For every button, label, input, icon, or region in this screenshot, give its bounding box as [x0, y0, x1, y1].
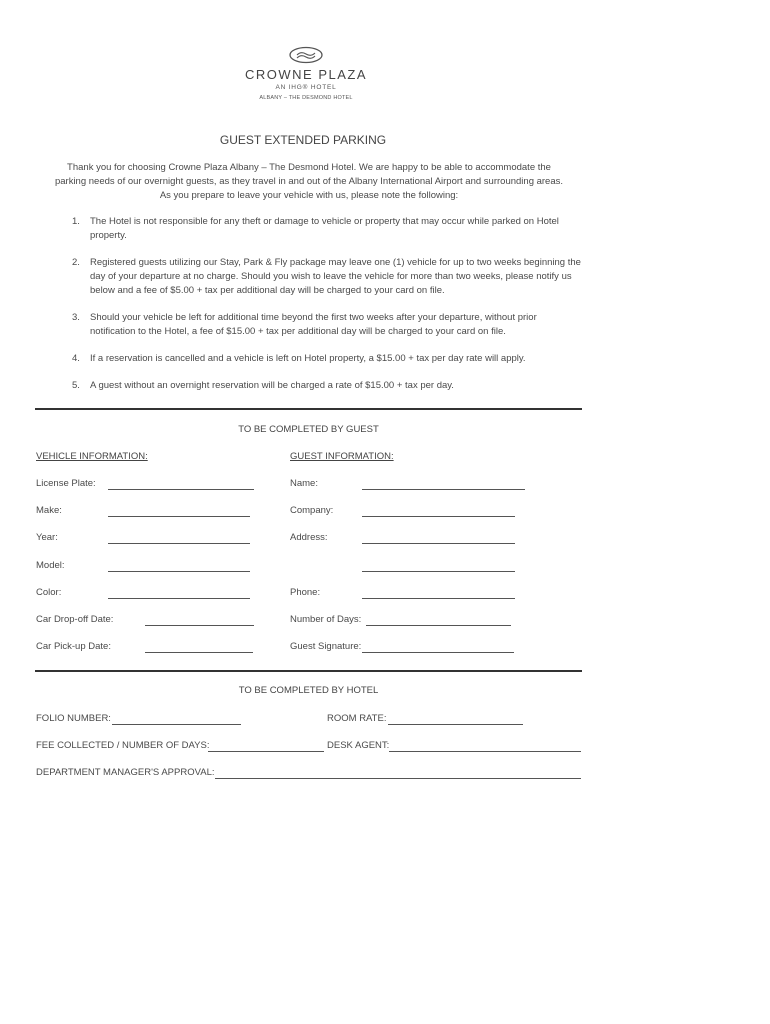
hotel-logo: [236, 46, 376, 101]
name-label: Name:: [290, 478, 318, 489]
intro-line: parking needs of our overnight guests, as they travel in and out of the Albany International Airport and surrounding areas.: [54, 176, 564, 187]
list-text: Should your vehicle be left for additional time beyond the first two weeks after your departure, without prior notification to the Hotel, a fee of $15.00 + tax per additional day will be charged to your card on file.: [90, 312, 537, 337]
phone-label: Phone:: [290, 587, 321, 598]
number-of-days-field[interactable]: [366, 625, 511, 626]
drop-off-date-field[interactable]: [145, 625, 254, 626]
vehicle-info-heading: VEHICLE INFORMATION:: [36, 451, 148, 462]
pick-up-date-field[interactable]: [145, 652, 253, 653]
address-field[interactable]: [362, 543, 515, 544]
list-item: [60, 215, 582, 243]
color-label: Color:: [36, 587, 62, 598]
phone-field[interactable]: [362, 598, 515, 599]
license-plate-label: License Plate:: [36, 478, 96, 489]
number-of-days-label: Number of Days:: [290, 614, 362, 625]
brand-name: CROWNE PLAZA: [244, 67, 367, 82]
guest-signature-label: Guest Signature:: [290, 641, 362, 652]
manager-approval-label: DEPARTMENT MANAGER'S APPROVAL:: [36, 767, 215, 778]
terms-list: [60, 215, 582, 406]
year-label: Year:: [36, 532, 58, 543]
guest-info-heading: GUEST INFORMATION:: [290, 451, 394, 462]
guest-section-heading: TO BE COMPLETED BY GUEST: [238, 424, 379, 435]
fee-collected-label: FEE COLLECTED / NUMBER OF DAYS:: [36, 740, 210, 751]
drop-off-date-label: Car Drop-off Date:: [36, 614, 114, 625]
year-field[interactable]: [108, 543, 250, 544]
name-field[interactable]: [362, 489, 525, 490]
folio-number-label: FOLIO NUMBER:: [36, 713, 111, 724]
list-number: 2.: [72, 257, 80, 268]
list-text: If a reservation is cancelled and a vehicle is left on Hotel property, a $15.00 + tax per day rate will apply.: [90, 353, 526, 364]
license-plate-field[interactable]: [108, 489, 254, 490]
manager-approval-field[interactable]: [215, 778, 581, 779]
room-rate-field[interactable]: [388, 724, 523, 725]
brand-subtitle: AN IHG® HOTEL: [275, 84, 337, 91]
list-number: 1.: [72, 216, 80, 227]
guest-signature-field[interactable]: [362, 652, 514, 653]
list-text: Registered guests utilizing our Stay, Park & Fly package may leave one (1) vehicle for up to two weeks beginning the day of your departure at no charge. Should you wish to leave the vehicle for more than two weeks, please notify us below and a fee of $5.00 + tax per additional day will be charged to your card on file.: [90, 257, 581, 296]
list-number: 3.: [72, 312, 80, 323]
list-item: [60, 352, 582, 366]
hotel-section-heading: TO BE COMPLETED BY HOTEL: [238, 685, 379, 696]
list-number: 5.: [72, 380, 80, 391]
list-text: A guest without an overnight reservation will be charged a rate of $15.00 + tax per day.: [90, 380, 454, 391]
desk-agent-label: DESK AGENT:: [327, 740, 390, 751]
fee-collected-field[interactable]: [208, 751, 324, 752]
section-divider: [35, 408, 582, 410]
intro-line: As you prepare to leave your vehicle with us, please note the following:: [159, 190, 459, 201]
model-label: Model:: [36, 560, 65, 571]
folio-number-field[interactable]: [112, 724, 241, 725]
intro-paragraph: [30, 161, 588, 203]
page-title: GUEST EXTENDED PARKING: [219, 133, 387, 147]
list-item: [60, 311, 582, 339]
hotel-location: ALBANY – THE DESMOND HOTEL: [259, 95, 353, 101]
list-text: The Hotel is not responsible for any theft or damage to vehicle or property that may occur while parked on Hotel property.: [90, 216, 559, 241]
crowne-plaza-emblem-icon: [288, 46, 324, 64]
make-label: Make:: [36, 505, 62, 516]
room-rate-label: ROOM RATE:: [327, 713, 387, 724]
make-field[interactable]: [108, 516, 250, 517]
color-field[interactable]: [108, 598, 250, 599]
section-divider: [35, 670, 582, 672]
address-label: Address:: [290, 532, 328, 543]
company-label: Company:: [290, 505, 334, 516]
pick-up-date-label: Car Pick-up Date:: [36, 641, 111, 652]
company-field[interactable]: [362, 516, 515, 517]
intro-line: Thank you for choosing Crowne Plaza Albany – The Desmond Hotel. We are happy to be able to accommodate the: [67, 162, 551, 173]
list-item: [60, 379, 582, 393]
list-item: [60, 256, 582, 298]
desk-agent-field[interactable]: [389, 751, 581, 752]
list-number: 4.: [72, 353, 80, 364]
model-field[interactable]: [108, 571, 250, 572]
address-field-line2[interactable]: [362, 571, 515, 572]
